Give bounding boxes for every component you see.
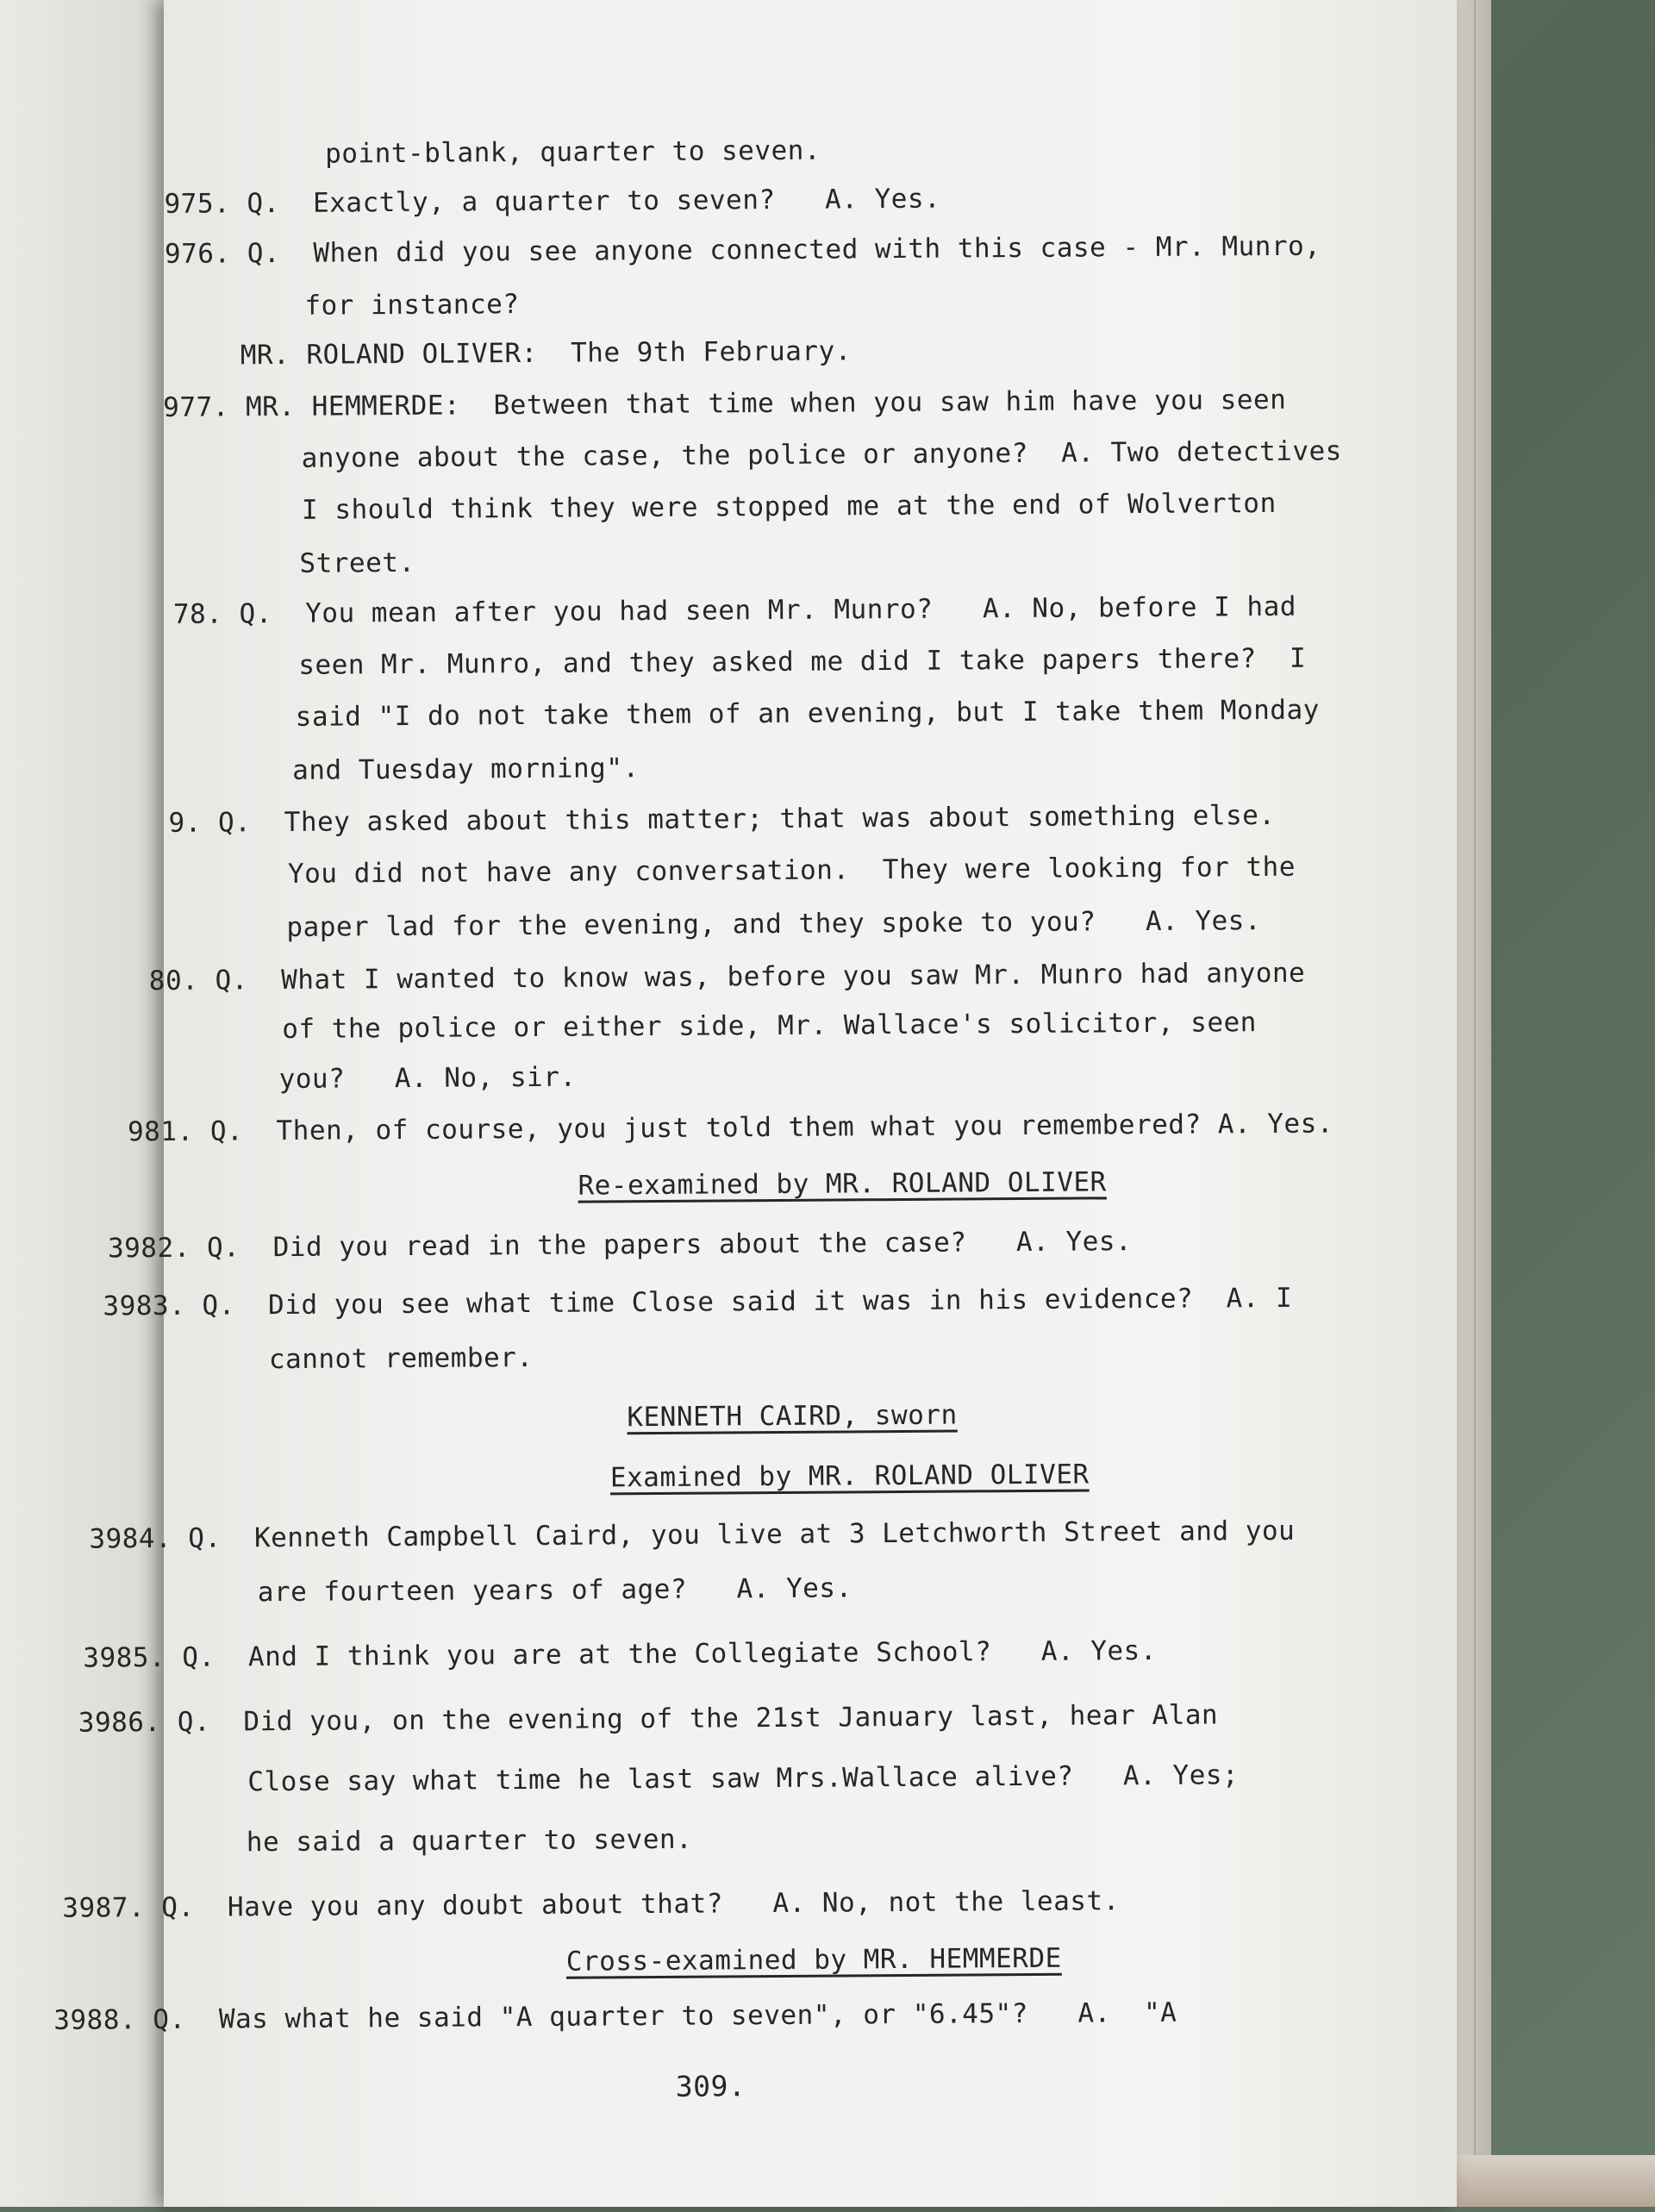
transcript-line: MR. ROLAND OLIVER: The 9th February. [240,335,852,372]
transcript-line: cannot remember. [268,1341,534,1376]
section-heading-cross-examined: Cross-examined by MR. HEMMERDE [565,1942,1062,1978]
transcript-line: paper lad for the evening, and they spoke to you? A. Yes. [286,905,1262,943]
transcript-line: I should think they were stopped me at the end of Wolverton [301,487,1277,526]
transcript-line: seen Mr. Munro, and they asked me did I take papers there? I [298,642,1307,681]
transcript-line: are fourteen years of age? A. Yes. [257,1572,852,1609]
transcript-line: you? A. No, sir. [278,1061,577,1096]
transcript-line: he said a quarter to seven. [246,1823,693,1859]
transcript-line: anyone about the case, the police or anyone? A. Two detectives [301,435,1343,474]
transcript-line: 3982. Q. Did you read in the papers about the case? A. Yes. [107,1226,1133,1265]
transcript-line: said "I do not take them of an evening, but I take them Monday [295,694,1320,733]
transcript-line: 3987. Q. Have you any doubt about that? A. No, not the least. [62,1885,1120,1924]
transcript-line: 3983. Q. Did you see what time Close said it was in his evidence? A. I [103,1282,1293,1322]
transcript-line: 975. Q. Exactly, a quarter to seven? A. Yes. [164,183,941,220]
transcript-line: and Tuesday morning". [292,753,640,786]
transcript-line: 3985. Q. And I think you are at the Collegiate School? A. Yes. [83,1634,1158,1674]
transcript-line: of the police or either side, Mr. Wallace's solicitor, seen [282,1007,1258,1045]
transcript-line: 3988. Q. Was what he said "A quarter to seven", or "6.45"? A. "A [53,1996,1177,2036]
transcript-line: point-blank, quarter to seven. [325,134,821,170]
transcript-line: 3986. Q. Did you, on the evening of the 21st January last, hear Alan [78,1699,1219,1739]
transcript-line: You did not have any conversation. They were looking for the [287,851,1296,890]
transcript-line: 976. Q. When did you see anyone connected with this case - Mr. Munro, [164,230,1321,270]
transcript-line: 78. Q. You mean after you had seen Mr. Munro? A. No, before I had [172,590,1297,630]
transcript-line: 3984. Q. Kenneth Campbell Caird, you live at 3 Letchworth Street and you [89,1515,1296,1555]
page-number: 309. [675,2069,746,2103]
transcript-line: Close say what time he last saw Mrs.Wallace alive? A. Yes; [247,1759,1240,1798]
transcript-line: 977. MR. HEMMERDE: Between that time when you saw him have you seen [163,384,1287,423]
transcript-line: Street. [299,547,415,579]
section-heading-reexamined: Re-examined by MR. ROLAND OLIVER [578,1166,1107,1202]
transcript-line: 9. Q. They asked about this matter; that was about something else. [168,799,1276,839]
witness-heading-caird: KENNETH CAIRD, sworn [627,1399,958,1434]
transcript-line: 981. Q. Then, of course, you just told them what you remembered? A. Yes. [127,1108,1334,1148]
section-heading-examined: Examined by MR. ROLAND OLIVER [609,1459,1090,1494]
transcript-line: for instance? [304,289,520,322]
transcript-line: 80. Q. What I wanted to know was, before you saw Mr. Munro had anyone [148,957,1306,997]
